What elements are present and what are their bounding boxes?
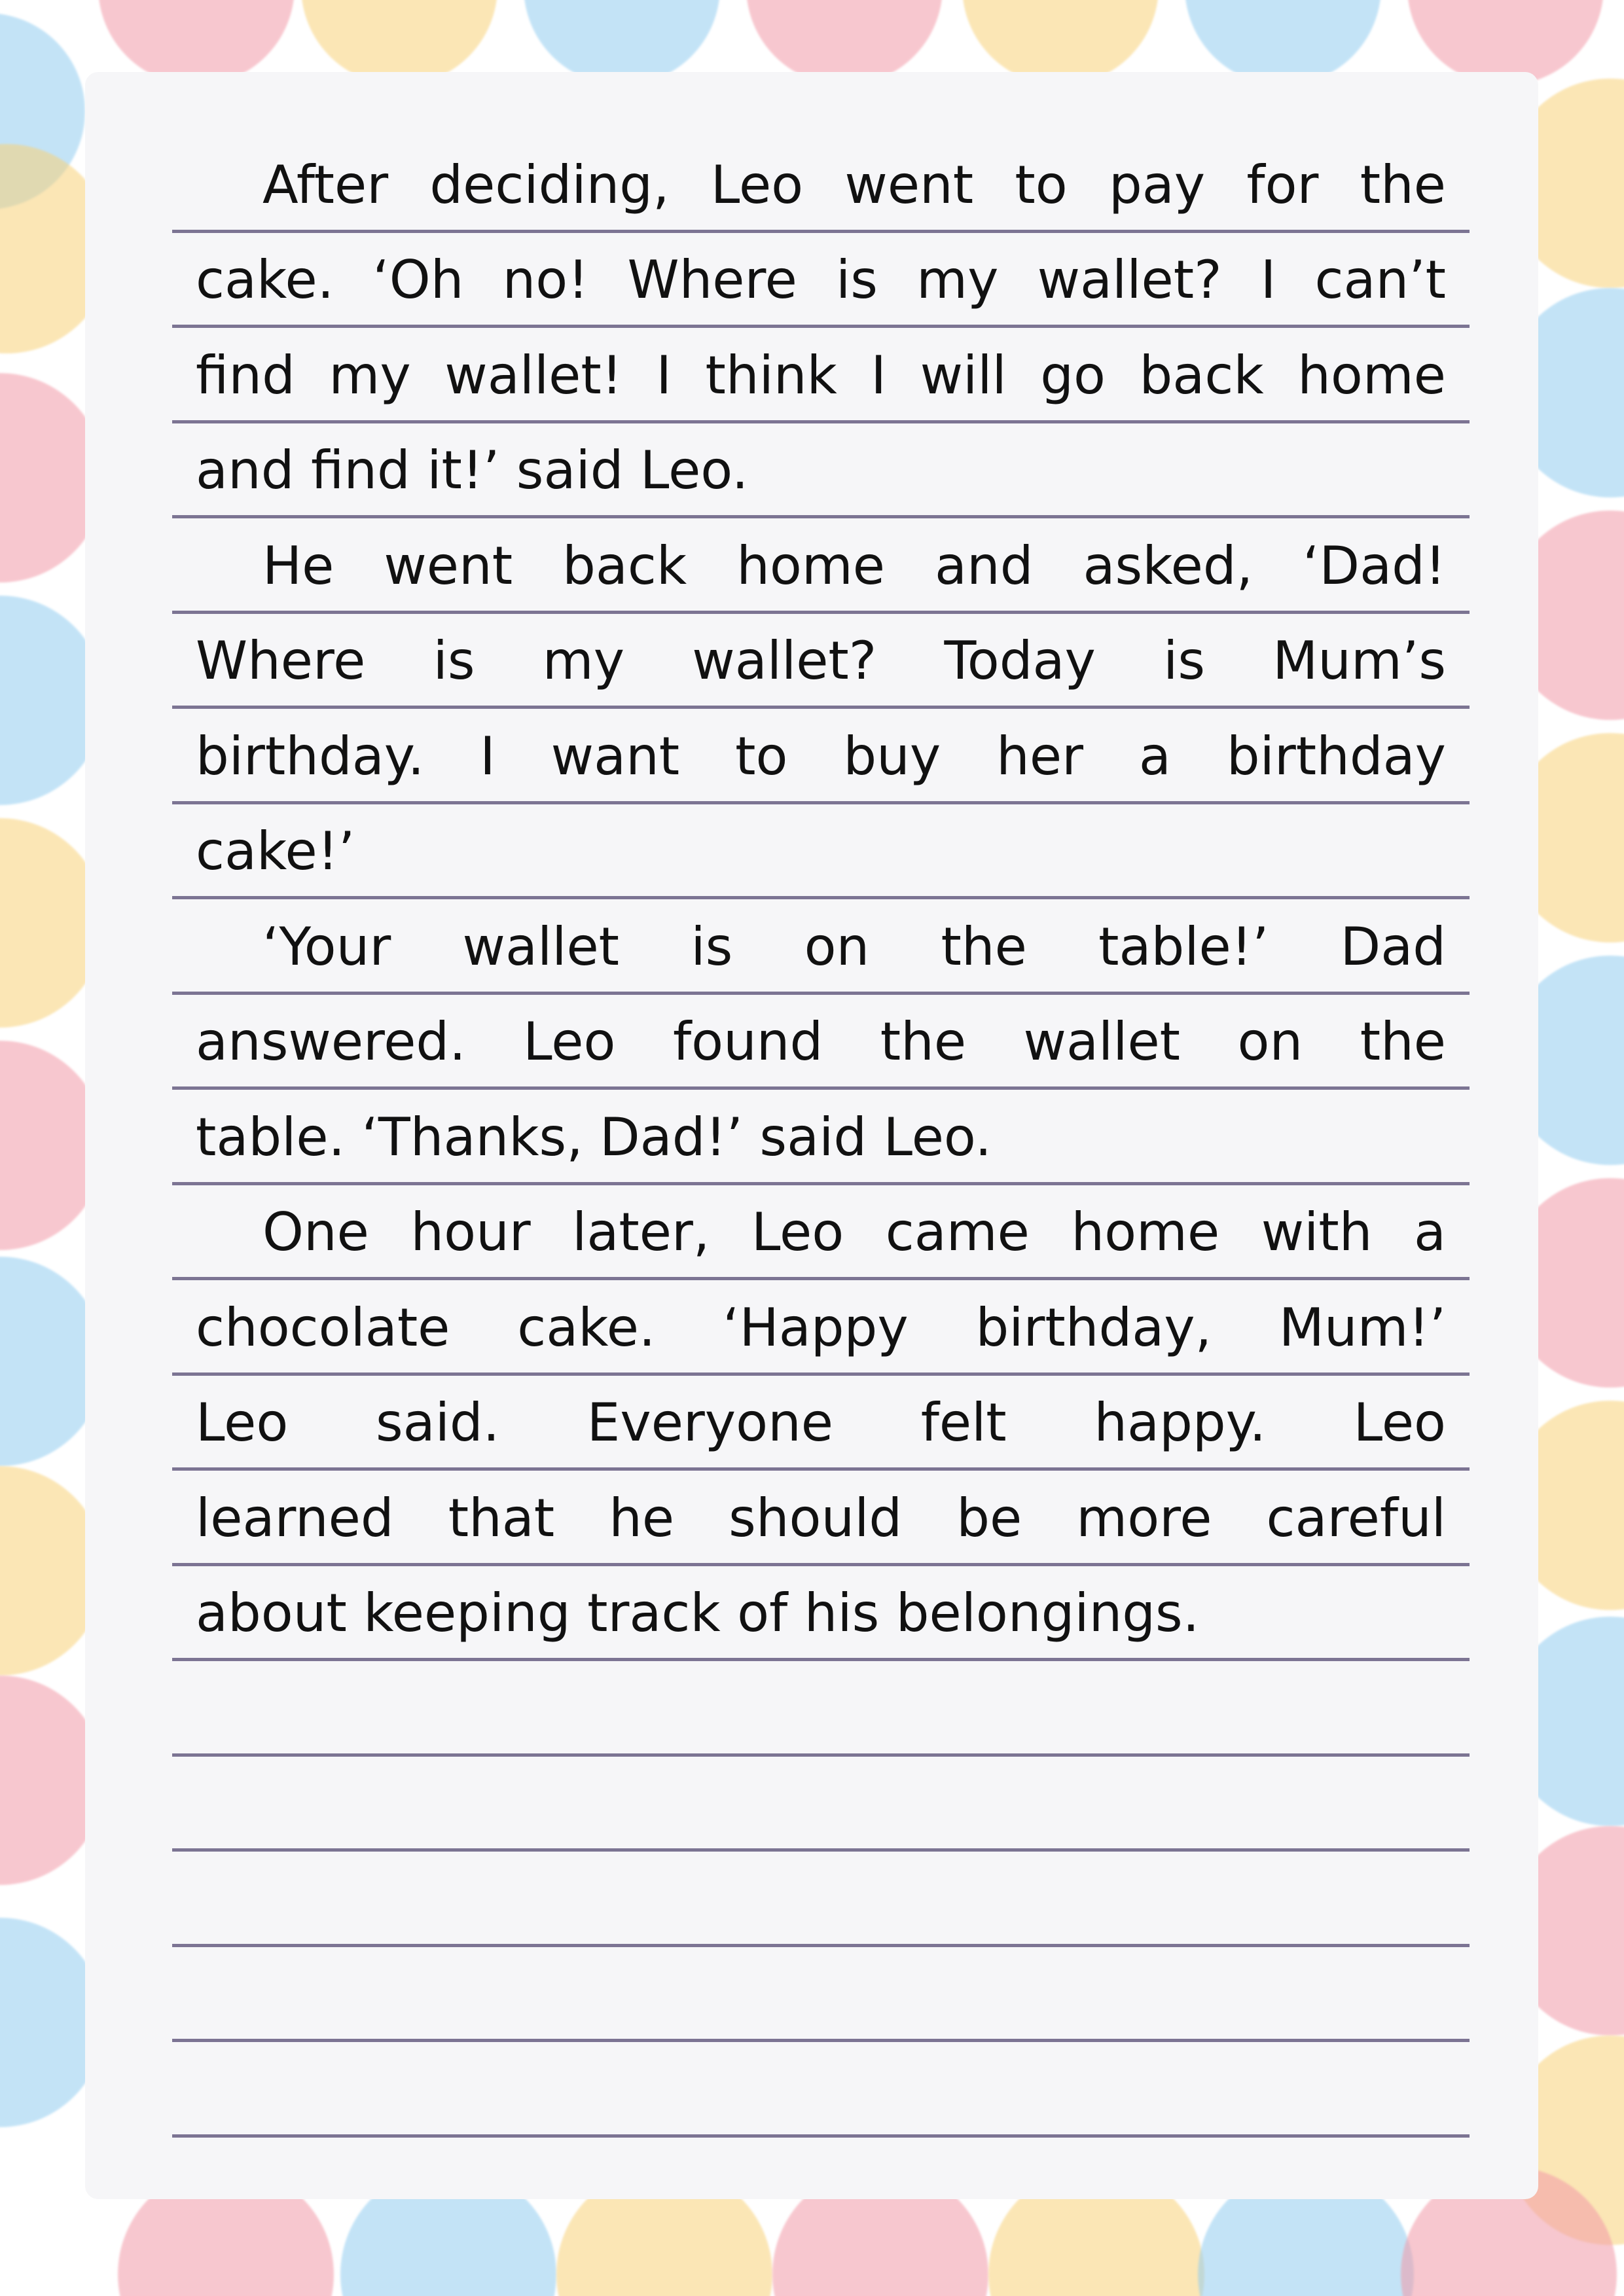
ruled-line [172,995,1470,1090]
story-line: One hour later, Leo came home with a [262,1202,1446,1263]
story-line: Leo said. Everyone felt happy. Leo [196,1392,1446,1453]
ruled-line [172,1280,1470,1376]
ruled-line [172,1852,1470,1947]
story-line: chocolate cake. ‘Happy birthday, Mum!’ [196,1297,1446,1358]
story-line: answered. Leo found the wallet on the [196,1011,1446,1072]
ruled-line [172,614,1470,709]
ruled-line [172,709,1470,804]
ruled-line [172,518,1470,614]
story-line: cake!’ [196,821,355,882]
ruled-line [172,1566,1470,1662]
story-line: birthday. I want to buy her a birthday [196,725,1446,787]
ruled-line [172,137,1470,233]
ruled-line [172,328,1470,423]
ruled-line [172,1090,1470,1185]
story-line: table. ‘Thanks, Dad!’ said Leo. [196,1106,992,1168]
ruled-line [172,423,1470,519]
story-line: find my wallet! I think I will go back home [196,344,1446,406]
ruled-line [172,2042,1470,2138]
story-text [172,137,1470,2138]
story-line: learned that he should be more careful [196,1487,1446,1549]
ruled-line [172,804,1470,900]
story-line: cake. ‘Oh no! Where is my wallet? I can’t [196,249,1446,310]
story-line: He went back home and asked, ‘Dad! [262,535,1446,596]
ruled-line [172,1471,1470,1566]
ruled-line [172,1947,1470,2043]
ruled-line [172,233,1470,329]
story-line: Where is my wallet? Today is Mum’s [196,630,1446,691]
story-line: ‘Your wallet is on the table!’ Dad [262,916,1446,977]
ruled-line [172,1661,1470,1757]
ruled-line [172,1757,1470,1852]
ruled-line [172,1185,1470,1281]
ruled-line [172,899,1470,995]
ruled-line [172,1376,1470,1471]
story-line: After deciding, Leo went to pay for the [262,154,1446,215]
story-line: about keeping track of his belongings. [196,1583,1200,1643]
story-line: and find it!’ said Leo. [196,440,749,501]
